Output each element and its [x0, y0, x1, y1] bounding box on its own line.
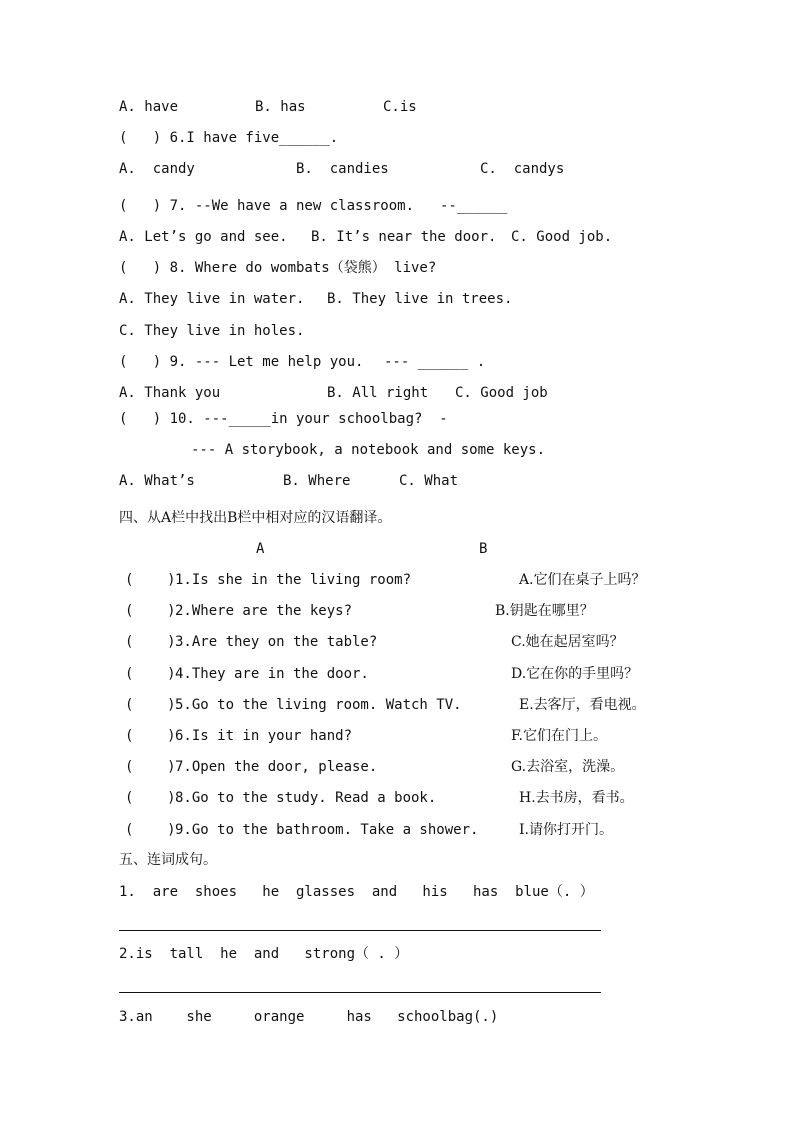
q10-question: ( ) 10. ---_____in your schoolbag? -	[119, 411, 448, 427]
match-paren: ( )	[125, 697, 176, 713]
match-paren: ( )	[125, 572, 176, 588]
section4-heading: 四、从A栏中找出B栏中相对应的汉语翻译。	[119, 510, 392, 526]
q8-option-c: C. They live in holes.	[119, 323, 305, 339]
q10-option-a: A. What’s	[119, 473, 195, 489]
match-paren: ( )	[125, 603, 176, 619]
match-item-a: 5.Go to the living room. Watch TV.	[175, 697, 462, 713]
match-paren: ( )	[125, 822, 176, 838]
match-item-a: 4.They are in the door.	[175, 666, 369, 682]
match-item-b: H.去书房，看书。	[519, 790, 634, 806]
q8-option-b: B. They live in trees.	[327, 291, 513, 307]
match-item-a: 8.Go to the study. Read a book.	[175, 790, 437, 806]
match-paren: ( )	[125, 666, 176, 682]
q10-reply: --- A storybook, a notebook and some keys.	[191, 442, 546, 458]
match-item-a: 6.Is it in your hand?	[175, 728, 353, 744]
answer-line-1	[119, 930, 601, 931]
match-item-a: 7.Open the door, please.	[175, 759, 378, 775]
q6-option-b: B. candies	[296, 161, 389, 177]
q8-option-a: A. They live in water.	[119, 291, 305, 307]
q7-option-c: C. Good job.	[511, 229, 613, 245]
match-item-a: 3.Are they on the table?	[175, 634, 378, 650]
q5-option-c: C.is	[383, 99, 417, 115]
q9-option-b: B. All right	[327, 385, 429, 401]
q7-answer-blank: --______	[440, 198, 508, 214]
match-item-b: D.它在你的手里吗？	[511, 666, 639, 682]
match-item-b: C.她在起居室吗？	[511, 634, 624, 650]
q9-question: ( ) 9. --- Let me help you.	[119, 354, 364, 370]
match-item-b: E.去客厅，看电视。	[519, 697, 646, 713]
q9-option-a: A. Thank you	[119, 385, 221, 401]
q5-option-b: B. has	[255, 99, 306, 115]
q9-answer-blank: --- ______ .	[384, 354, 486, 370]
q10-option-b: B. Where	[283, 473, 351, 489]
match-item-b: I.请你打开门。	[519, 822, 613, 838]
match-paren: ( )	[125, 728, 176, 744]
match-item-b: F.它们在门上。	[511, 728, 607, 744]
column-a-label: A	[256, 541, 265, 557]
match-paren: ( )	[125, 790, 176, 806]
sentence-1-words: 1. are shoes he glasses and his has blue（. ）	[119, 884, 594, 900]
q6-option-a: A. candy	[119, 161, 195, 177]
match-item-a: 1.Is she in the living room?	[175, 572, 412, 588]
match-paren: ( )	[125, 634, 176, 650]
sentence-2-words: 2.is tall he and strong（ . ）	[119, 946, 409, 962]
sentence-3-words: 3.an she orange has schoolbag(.)	[119, 1009, 499, 1025]
section5-heading: 五、连词成句。	[119, 852, 217, 868]
match-item-b: G.去浴室，洗澡。	[511, 759, 625, 775]
q10-option-c: C. What	[399, 473, 459, 489]
answer-line-2	[119, 992, 601, 993]
column-b-label: B	[479, 541, 488, 557]
match-item-b: A.它们在桌子上吗？	[519, 572, 646, 588]
match-item-a: 2.Where are the keys?	[175, 603, 353, 619]
q7-option-b: B. It’s near the door.	[311, 229, 497, 245]
q7-option-a: A. Let’s go and see.	[119, 229, 288, 245]
match-item-a: 9.Go to the bathroom. Take a shower.	[175, 822, 479, 838]
q8-question: ( ) 8. Where do wombats（袋熊） live?	[119, 260, 437, 276]
q9-option-c: C. Good job	[455, 385, 548, 401]
q7-question: ( ) 7. --We have a new classroom.	[119, 198, 415, 214]
q6-question: ( ) 6.I have five______.	[119, 130, 339, 146]
match-paren: ( )	[125, 759, 176, 775]
match-item-b: B.钥匙在哪里？	[495, 603, 594, 619]
q5-option-a: A. have	[119, 99, 179, 115]
q6-option-c: C. candys	[480, 161, 565, 177]
